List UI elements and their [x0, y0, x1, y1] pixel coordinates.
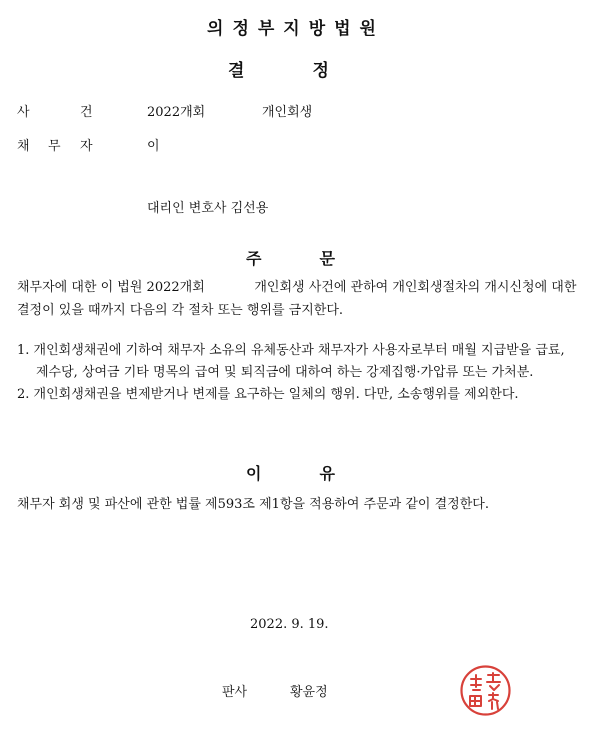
- debtor-label-char-2: 무: [48, 139, 61, 154]
- debtor-name: 이: [147, 139, 160, 154]
- order-items: [17, 340, 577, 406]
- document-type: [228, 56, 329, 81]
- order-item: 2. 개인회생채권을 변제받거나 변제를 요구하는 일체의 행위. 다만, 소송행위를 제외한다.: [17, 387, 519, 402]
- document-type-first: 결: [228, 61, 245, 81]
- decision-date: 2022. 9. 19.: [250, 617, 329, 632]
- debtor-label-char-3: 자: [80, 139, 93, 154]
- order-heading-char-2: 문: [319, 249, 335, 268]
- case-name: 개인회생: [262, 105, 313, 120]
- judge-name: 황윤정: [290, 685, 328, 700]
- agent-line: 대리인 변호사 김선용: [147, 201, 269, 216]
- order-heading-char-1: 주: [246, 249, 262, 268]
- debtor-label-char-1: 채: [17, 139, 30, 154]
- seal-glyph-2: [487, 673, 500, 690]
- reason-heading-char-2: 유: [319, 464, 335, 483]
- case-number: 2022개회: [147, 105, 206, 120]
- reason-text: 채무자 회생 및 파산에 관한 법률 제593조 제1항을 적용하여 주문과 같이 결정한다.: [17, 497, 489, 512]
- seal-glyph-3: [470, 696, 481, 706]
- document-type-second: 정: [312, 61, 329, 81]
- seal-glyph-4: [489, 693, 498, 709]
- court-name: 의정부지방법원: [207, 19, 385, 39]
- order-heading: [246, 246, 335, 269]
- order-item: 1. 개인회생채권에 기하여 채무자 소유의 유체동산과 채무자가 사용자로부터 매월 지급받을 급료, 제수당, 상여금 기타 명목의 급여 및 퇴직금에 대하여 하는 강제집행·가압류 또는 가처분.: [17, 343, 565, 380]
- case-label-char-1: 사: [17, 105, 30, 120]
- judge-seal-icon: [459, 664, 512, 717]
- order-text: 채무자에 대한 이 법원 2022개회 개인회생 사건에 관하여 개인회생절차의 개시신청에 대한 결정이 있을 때까지 다음의 각 절차 또는 행위를 금지한다.: [17, 280, 577, 318]
- case-label-char-2: 건: [80, 105, 93, 120]
- judge-title: 판사: [222, 685, 248, 700]
- reason-heading: [246, 461, 335, 484]
- reason-heading-char-1: 이: [246, 464, 262, 483]
- seal-ring: [462, 667, 510, 715]
- seal-glyph-1: [471, 675, 481, 690]
